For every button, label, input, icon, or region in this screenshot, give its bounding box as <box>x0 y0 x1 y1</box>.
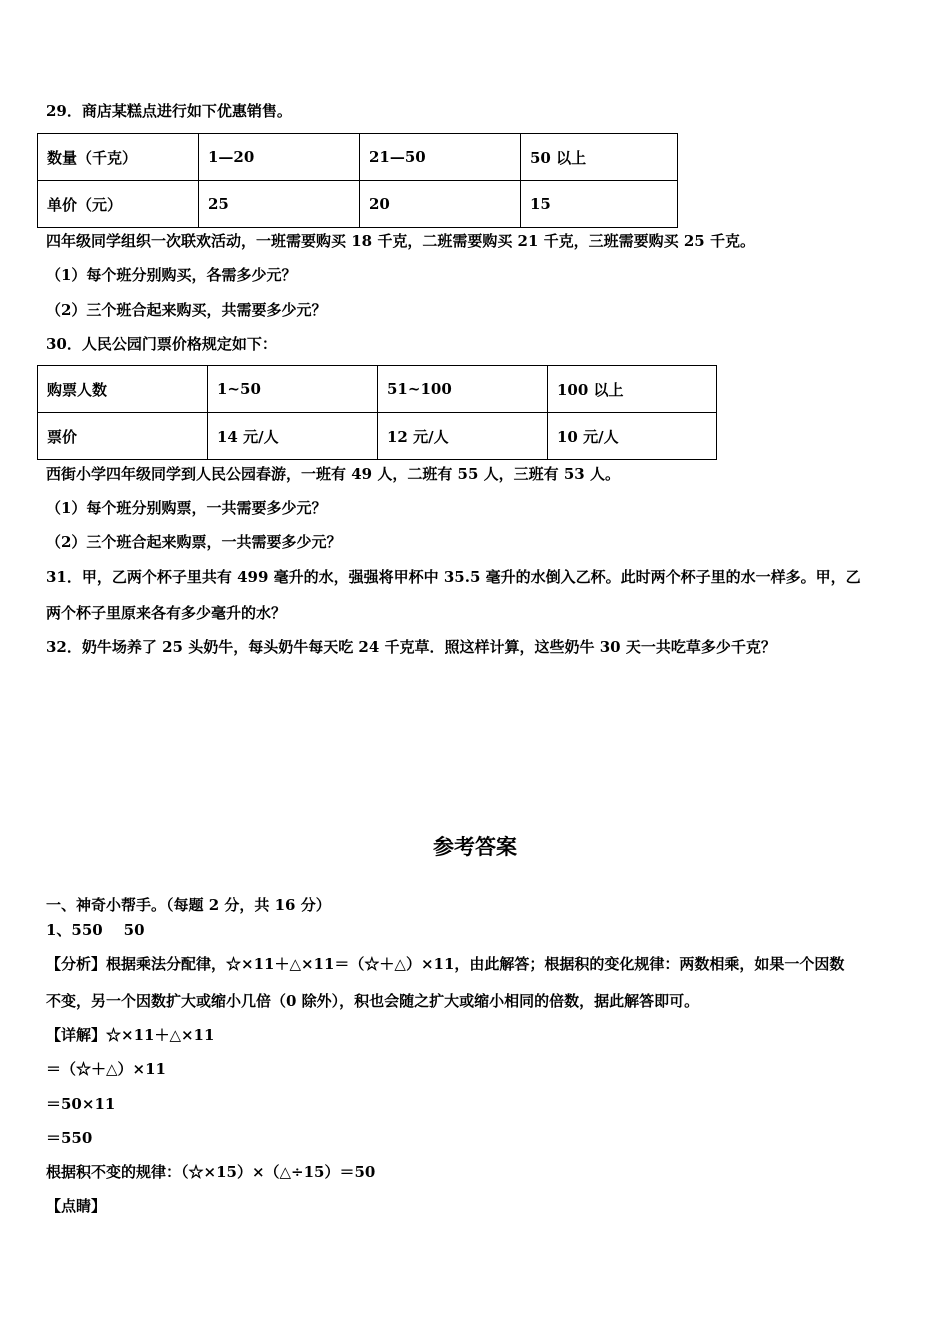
table-cell: 10 元/人 <box>548 413 717 460</box>
q29-sub1: （1）每个班分别购买，各需多少元？ <box>46 266 297 284</box>
q31-line2: 两个杯子里原来各有多少毫升的水？ <box>46 604 287 622</box>
table-row <box>38 181 678 228</box>
answers-rule: 根据积不变的规律：（☆×15）×（△÷15）＝50 <box>46 1163 376 1181</box>
q29-sub2: （2）三个班合起来购买，共需要多少元？ <box>46 301 327 319</box>
table-cell: 100 以上 <box>548 366 717 413</box>
table-cell: 单价（元） <box>38 181 199 228</box>
table-cell: 21—50 <box>360 134 521 181</box>
table-cell: 20 <box>360 181 521 228</box>
q29-text: 四年级同学组织一次联欢活动，一班需要购买 18 千克，二班需要购买 21 千克，三班需要购买 25 千克。 <box>46 232 755 250</box>
q31-line1: 31．甲，乙两个杯子里共有 499 毫升的水，强强将甲杯中 35.5 毫升的水倒入乙杯。此时两个杯子里的水一样多。甲，乙 <box>46 568 861 586</box>
table-row <box>38 134 678 181</box>
answers-analysis2: 不变，另一个因数扩大或缩小几倍（0 除外），积也会随之扩大或缩小相同的倍数，据此解答即可。 <box>46 992 700 1010</box>
answers-section: 一、神奇小帮手。（每题 2 分，共 16 分） <box>46 896 331 914</box>
table-cell: 14 元/人 <box>208 413 378 460</box>
q30-sub2: （2）三个班合起来购票，一共需要多少元？ <box>46 533 342 551</box>
q30-text: 西街小学四年级同学到人民公园春游，一班有 49 人，二班有 55 人，三班有 53 人。 <box>46 465 620 483</box>
q30-heading: 30．人民公园门票价格规定如下： <box>46 335 277 353</box>
table-cell: 购票人数 <box>38 366 208 413</box>
answers-item1: 1、550 50 <box>46 921 145 939</box>
table-cell: 票价 <box>38 413 208 460</box>
q32-line1: 32．奶牛场养了 25 头奶牛，每头奶牛每天吃 24 千克草．照这样计算，这些奶牛 30 天一共吃草多少千克？ <box>46 638 776 656</box>
table-cell: 50 以上 <box>521 134 678 181</box>
answers-step2: ＝50×11 <box>46 1095 116 1113</box>
table-cell: 12 元/人 <box>378 413 548 460</box>
table-cell: 1—20 <box>199 134 360 181</box>
answers-analysis1: 【分析】根据乘法分配律，☆×11＋△×11＝（☆＋△）×11，由此解答；根据积的变化规律：两数相乘，如果一个因数 <box>46 955 845 973</box>
table-row <box>38 366 717 413</box>
q29-heading: 29．商店某糕点进行如下优惠销售。 <box>46 102 292 120</box>
answers-step1: ＝（☆＋△）×11 <box>46 1060 166 1078</box>
table-row <box>38 413 717 460</box>
table-cell: 25 <box>199 181 360 228</box>
q30-sub1: （1）每个班分别购票，一共需要多少元？ <box>46 499 327 517</box>
q30-ticket-table <box>37 365 717 460</box>
q29-price-table <box>37 133 678 228</box>
answers-detail: 【详解】☆×11＋△×11 <box>46 1026 215 1044</box>
table-cell: 15 <box>521 181 678 228</box>
answers-comment: 【点睛】 <box>46 1197 107 1215</box>
answers-title: 参考答案 <box>433 834 517 859</box>
table-cell: 数量（千克） <box>38 134 199 181</box>
table-cell: 1~50 <box>208 366 378 413</box>
answers-step3: ＝550 <box>46 1129 93 1147</box>
table-cell: 51~100 <box>378 366 548 413</box>
